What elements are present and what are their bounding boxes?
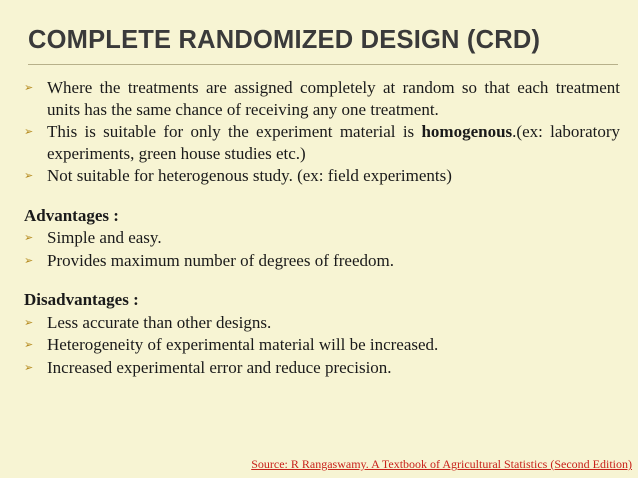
advantage-item bbox=[24, 250, 620, 272]
bullet-text bbox=[24, 121, 620, 164]
bullet-text-part: .(ex: laboratory experiments, green house studies etc.) bbox=[47, 122, 620, 163]
bullet-text: Heterogeneity of experimental material will be increased. bbox=[47, 335, 439, 354]
advantages-heading: Advantages : bbox=[24, 205, 119, 225]
spacer bbox=[24, 272, 620, 289]
arrowhead-bullet-icon: ➢ bbox=[24, 338, 34, 351]
bullet-text: Where the treatments are assigned completely at random so that each treatment units has the same chance of receiving any one treatment. bbox=[47, 78, 620, 119]
bullet-text: Increased experimental error and reduce precision. bbox=[47, 357, 392, 377]
slide-content bbox=[24, 77, 620, 379]
bullet-text-part: This is suitable for only the experiment material is bbox=[47, 122, 422, 141]
disadvantage-item bbox=[24, 357, 620, 379]
arrowhead-bullet-icon: ➢ bbox=[24, 360, 34, 374]
arrowhead-bullet-icon: ➢ bbox=[24, 315, 34, 329]
bullet-item bbox=[24, 165, 620, 187]
bullet-item bbox=[24, 77, 620, 120]
arrowhead-bullet-icon: ➢ bbox=[24, 231, 34, 244]
disadvantage-item bbox=[24, 312, 620, 334]
bullet-text: Less accurate than other designs. bbox=[47, 312, 272, 332]
source-citation-link[interactable]: Source: R Rangaswamy. A Textbook of Agricultural Statistics (Second Edition) bbox=[251, 457, 632, 471]
disadvantage-item bbox=[24, 334, 620, 356]
arrowhead-bullet-icon: ➢ bbox=[24, 169, 34, 182]
bold-term: homogenous bbox=[421, 122, 513, 141]
bullet-text: Provides maximum number of degrees of freedom. bbox=[47, 250, 394, 270]
disadvantages-heading: Disadvantages : bbox=[24, 290, 139, 309]
advantage-item bbox=[24, 227, 620, 249]
spacer bbox=[24, 188, 620, 205]
title-divider bbox=[28, 64, 618, 65]
arrowhead-bullet-icon: ➢ bbox=[24, 253, 34, 267]
arrowhead-bullet-icon: ➢ bbox=[24, 125, 34, 138]
bullet-text: Not suitable for heterogenous study. (ex: field experiments) bbox=[47, 166, 452, 185]
arrowhead-bullet-icon: ➢ bbox=[24, 81, 34, 94]
slide-title: COMPLETE RANDOMIZED DESIGN (CRD) bbox=[28, 26, 541, 54]
bullet-item bbox=[24, 121, 620, 164]
bullet-text: Simple and easy. bbox=[47, 228, 162, 247]
